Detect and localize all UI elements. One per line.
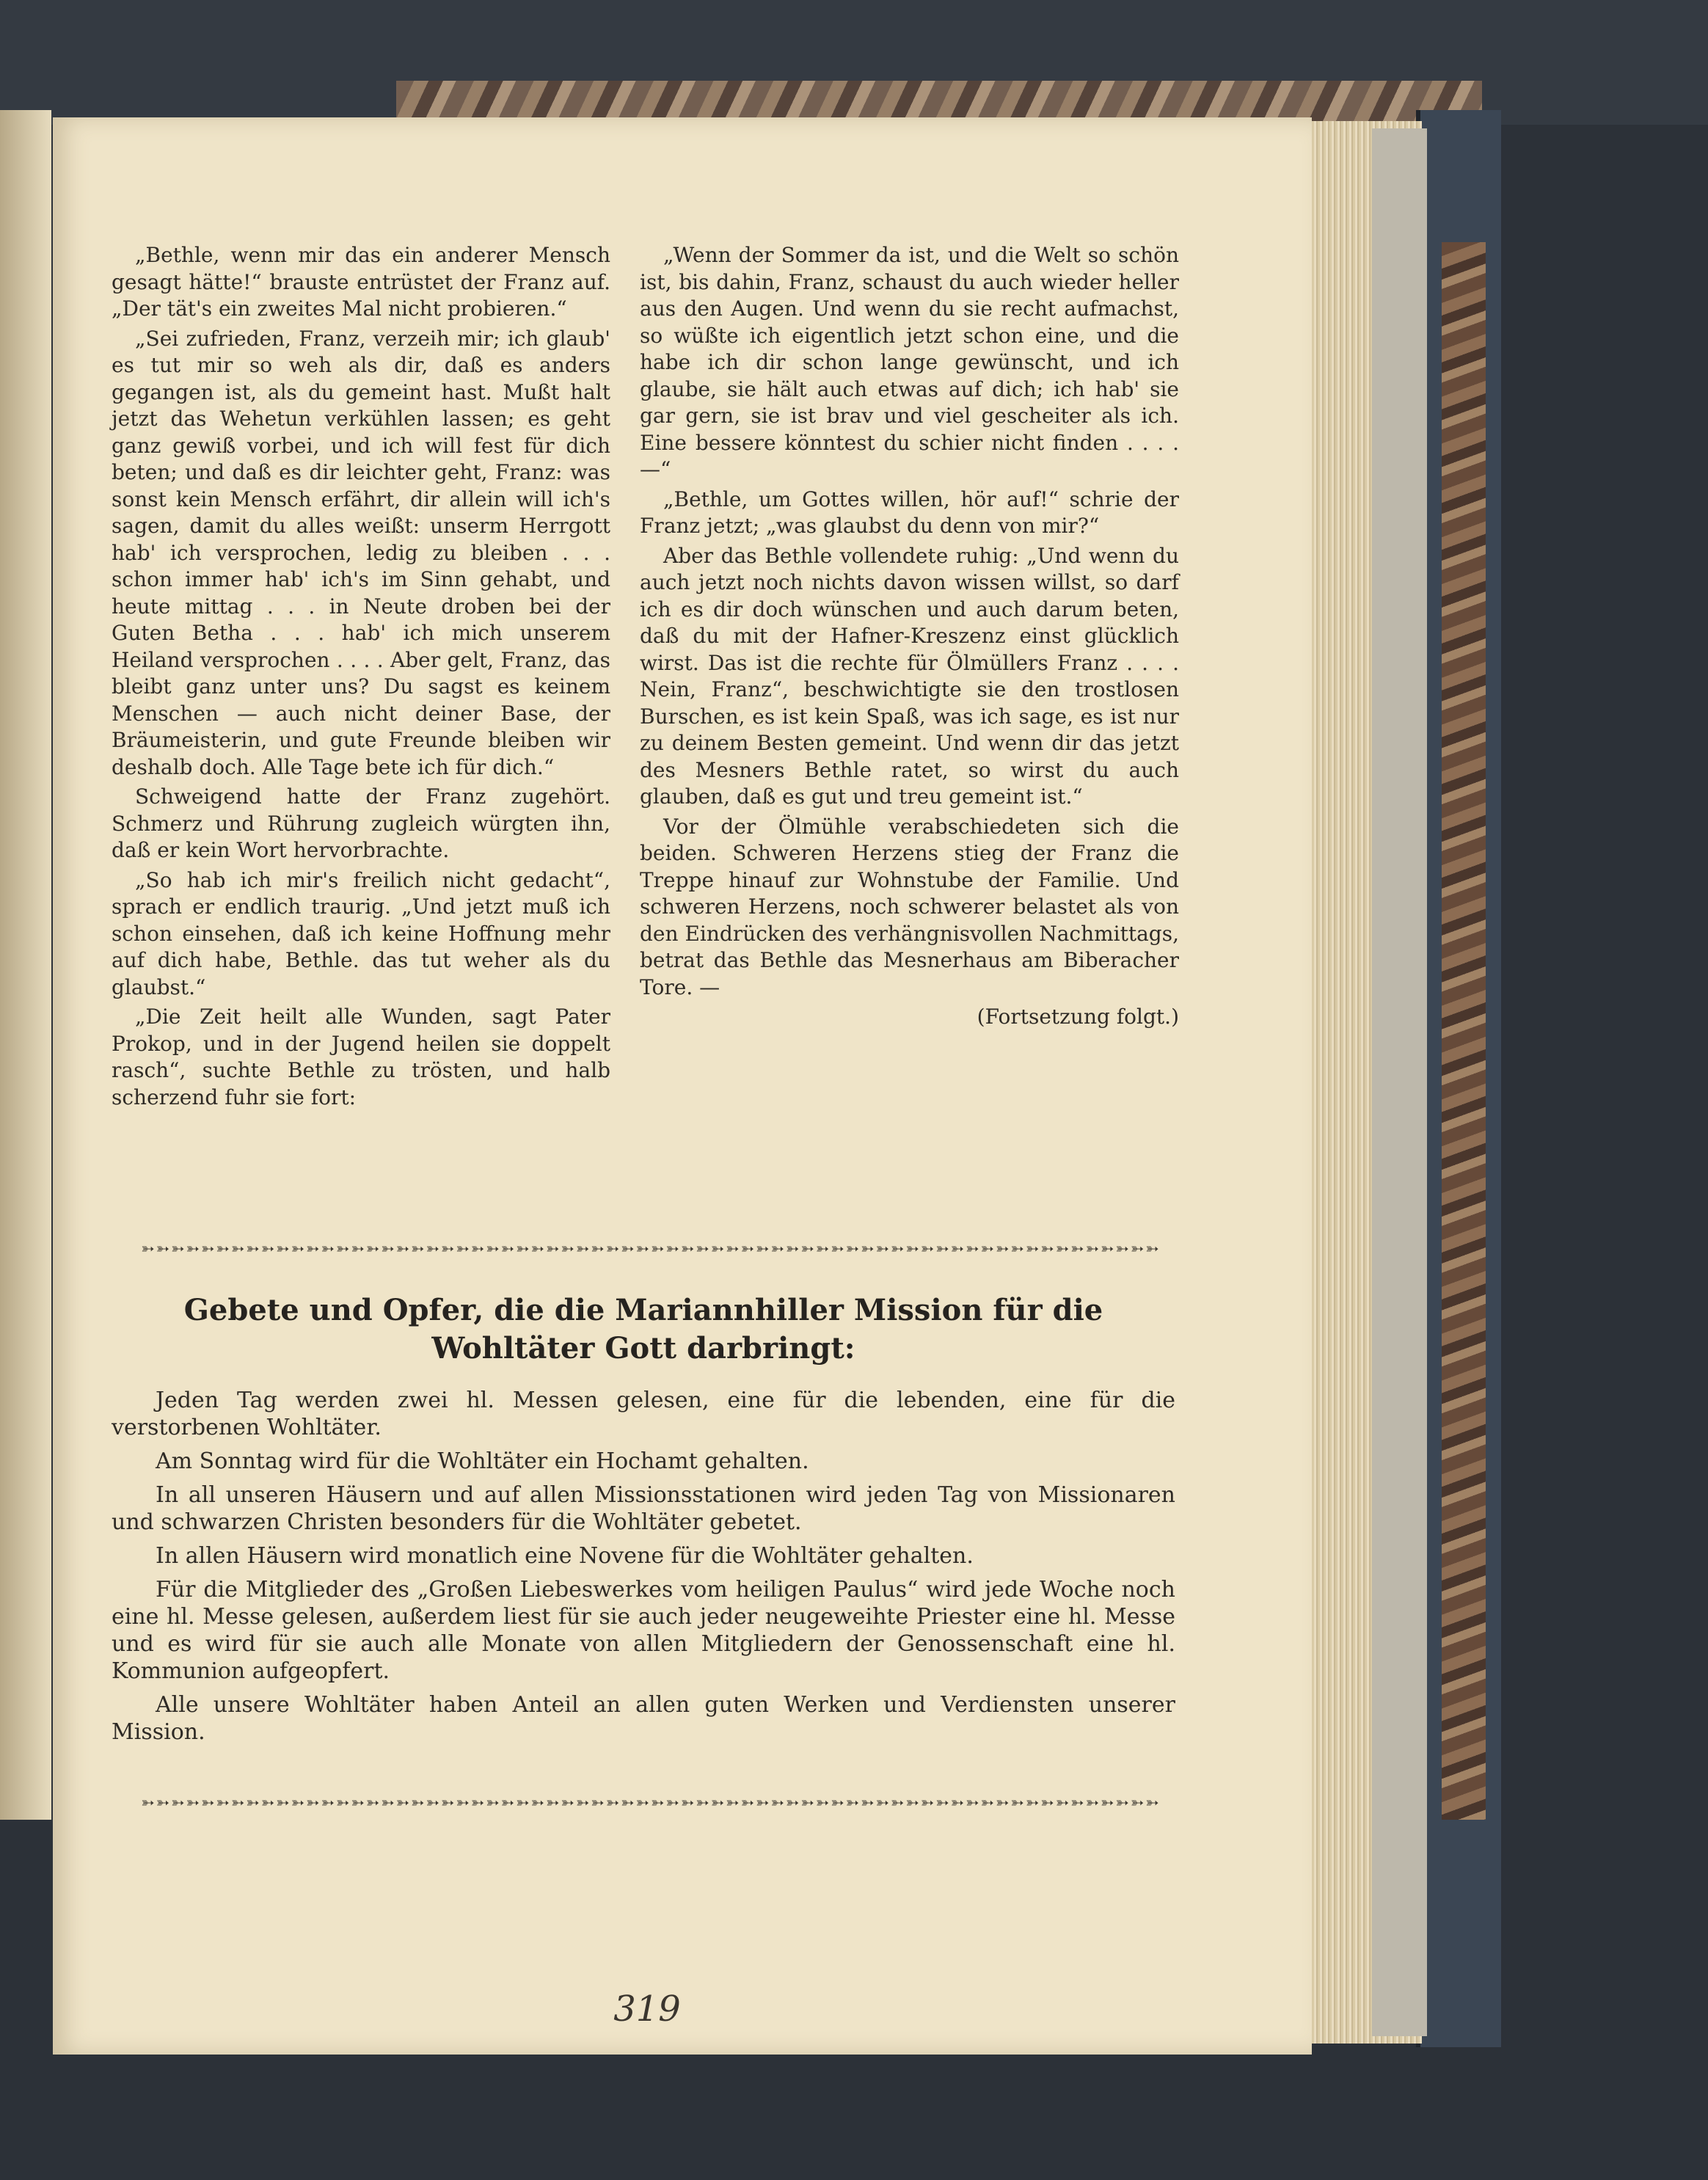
ornament-divider: ➳➳➳➳➳➳➳➳➳➳➳➳➳➳➳➳➳➳➳➳➳➳➳➳➳➳➳➳➳➳➳➳➳➳➳➳➳➳➳➳➳➳➳➳➳➳➳➳➳➳➳➳➳➳➳➳➳➳➳➳➳➳➳➳➳➳➳➳ <box>141 1794 1161 1812</box>
paragraph: „Wenn der Sommer da ist, und die Welt so schön ist, bis dahin, Franz, schaust du auch wieder heller aus den Augen. Und wenn du sie recht aufmachst, so wüßte ich eigentlich jetzt schon eine, und die habe ich dir schon lange gewünscht, und ich glaube, sie hält auch etwas auf dich; ich hab' sie gar gern, sie ist brav und viel gescheiter als ich. Eine bessere könntest du schier nicht finden . . . . —“ <box>640 243 1179 481</box>
paragraph: Für die Mitglieder des „Großen Liebeswerkes vom heiligen Paulus“ wird jede Woche noch eine hl. Messe gelesen, außerdem liest für sie auch jeder neugeweihte Priester eine hl. Messe und es wird für sie auch alle Monate von allen Mitgliedern der Genossenschaft eine hl. Kommunion aufgeopfert. <box>112 1577 1175 1684</box>
paragraph: Alle unsere Wohltäter haben Anteil an allen guten Werken und Verdiensten unserer Mission. <box>112 1692 1175 1745</box>
paragraph: Jeden Tag werden zwei hl. Messen gelesen, eine für die lebenden, eine für die verstorbenen Wohltäter. <box>112 1388 1175 1440</box>
paragraph: Schweigend hatte der Franz zugehört. Schmerz und Rührung zugleich würgten ihn, daß er kein Wort hervorbrachte. <box>112 784 610 862</box>
paragraph: Am Sonntag wird für die Wohltäter ein Hochamt gehalten. <box>156 1448 809 1474</box>
page-number: 319 <box>613 1988 681 2030</box>
section-body <box>112 1387 1175 1752</box>
section-heading: Gebete und Opfer, die die Mariannhiller Mission für die Wohltäter Gott darbringt: <box>183 1293 1103 1366</box>
right-column <box>640 242 1179 1031</box>
continuation-note: (Fortsetzung folgt.) <box>977 1005 1179 1029</box>
ornament-divider: ➳➳➳➳➳➳➳➳➳➳➳➳➳➳➳➳➳➳➳➳➳➳➳➳➳➳➳➳➳➳➳➳➳➳➳➳➳➳➳➳➳➳➳➳➳➳➳➳➳➳➳➳➳➳➳➳➳➳➳➳➳➳➳➳➳➳➳➳ <box>141 1240 1161 1258</box>
paragraph: Aber das Bethle vollendete ruhig: „Und wenn du auch jetzt noch nichts davon wissen willst, so darf ich es dir doch wünschen und auch darum beten, daß du mit der Hafner-Kreszenz einst glücklich wirst. Das ist die rechte für Ölmüllers Franz . . . . Nein, Franz“, beschwichtigte sie den trostlosen Burschen, es ist kein Spaß, was ich sage, es ist nur zu deinem Besten gemeint. Und wenn dir das jetzt des Mesners Bethle ratet, so wirst du auch glauben, daß es gut und treu gemeint ist.“ <box>640 543 1179 809</box>
paragraph: In all unseren Häusern und auf allen Missionsstationen wird jeden Tag von Missionaren und schwarzen Christen besonders für die Wohltäter gebetet. <box>112 1482 1175 1535</box>
book-page <box>53 117 1312 2055</box>
page-stack-shadow <box>1372 128 1427 2036</box>
paragraph: „Bethle, wenn mir das ein anderer Mensch gesagt hätte!“ brauste entrüstet der Franz auf. „Der tät's ein zweites Mal nicht probieren.“ <box>112 243 610 321</box>
paragraph: Vor der Ölmühle verabschiedeten sich die beiden. Schweren Herzens stieg der Franz die Treppe hinauf zur Wohnstube der Familie. Und schweren Herzens, noch schwerer belastet als von den Eindrücken des verhängnisvollen Nachmittags, betrat das Bethle das Mesnerhaus am Biberacher Tore. — <box>640 814 1179 999</box>
marbled-spine <box>1442 242 1486 1820</box>
paragraph: In allen Häusern wird monatlich eine Novene für die Wohltäter gehalten. <box>156 1543 974 1569</box>
paragraph: „Bethle, um Gottes willen, hör auf!“ schrie der Franz jetzt; „was glaubst du denn von mir?“ <box>640 486 1179 538</box>
paragraph: „So hab ich mir's freilich nicht gedacht“, sprach er endlich traurig. „Und jetzt muß ich schon einsehen, daß ich keine Hoffnung mehr auf dich habe, Bethle. das tut weher als du glaubst.“ <box>112 867 610 999</box>
left-column <box>112 242 610 1114</box>
paragraph: „Sei zufrieden, Franz, verzeih mir; ich glaub' es tut mir so weh als dir, daß es anders gegangen ist, als du gemeint hast. Mußt halt jetzt das Wehetun verkühlen lassen; es geht ganz gewiß vorbei, und ich will fest für dich beten; und daß es dir leichter geht, Franz: was sonst kein Mensch erfährt, dir allein will ich's sagen, damit du alles weißt: unserm Herrgott hab' ich versprochen, ledig zu bleiben . . . schon immer hab' ich's im Sinn gehabt, und heute mittag . . . in Neute droben bei der Guten Betha . . . hab' ich mich unserem Heiland versprochen . . . . Aber gelt, Franz, das bleibt ganz unter uns? Du sagst es keinem Menschen — auch nicht deiner Base, der Bräumeisterin, und gute Freunde bleiben wir deshalb doch. Alle Tage bete ich für dich.“ <box>112 326 610 779</box>
paragraph: „Die Zeit heilt alle Wunden, sagt Pater Prokop, und in der Jugend heilen sie doppelt rasch“, suchte Bethle zu trösten, und halb scherzend fuhr sie fort: <box>112 1005 610 1109</box>
left-page-edge <box>0 110 51 1820</box>
